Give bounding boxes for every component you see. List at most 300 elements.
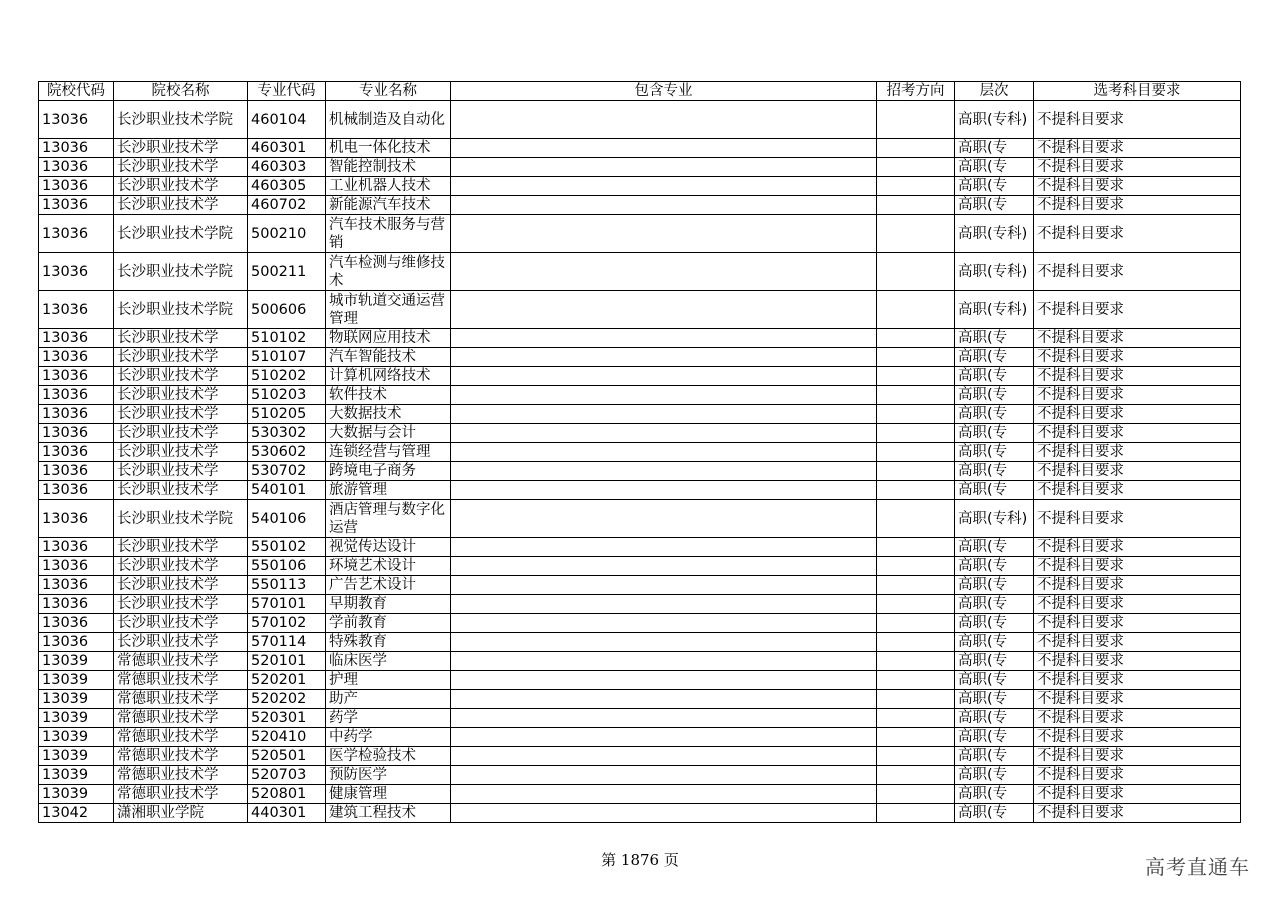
cell-major-code: 520801 — [248, 785, 326, 804]
cell-level: 高职(专 — [955, 367, 1034, 386]
cell-direction — [877, 405, 955, 424]
cell-school-name: 长沙职业技术学院 — [114, 253, 248, 291]
header-major-name: 专业名称 — [326, 82, 451, 101]
cell-subject-requirement: 不提科目要求 — [1034, 576, 1241, 595]
cell-subject-requirement: 不提科目要求 — [1034, 557, 1241, 576]
cell-subject-requirement: 不提科目要求 — [1034, 329, 1241, 348]
cell-direction — [877, 652, 955, 671]
cell-included-majors — [451, 576, 877, 595]
cell-direction — [877, 766, 955, 785]
cell-school-name: 长沙职业技术学 — [114, 386, 248, 405]
cell-school-code: 13036 — [39, 481, 114, 500]
cell-school-code: 13036 — [39, 101, 114, 139]
cell-major-name: 助产 — [326, 690, 451, 709]
cell-school-name: 长沙职业技术学 — [114, 196, 248, 215]
cell-major-name: 机械制造及自动化 — [326, 101, 451, 139]
cell-major-name: 环境艺术设计 — [326, 557, 451, 576]
cell-direction — [877, 557, 955, 576]
cell-level: 高职(专 — [955, 196, 1034, 215]
cell-school-code: 13039 — [39, 728, 114, 747]
cell-school-code: 13036 — [39, 462, 114, 481]
cell-direction — [877, 386, 955, 405]
cell-direction — [877, 329, 955, 348]
cell-school-name: 长沙职业技术学 — [114, 424, 248, 443]
header-school-code: 院校代码 — [39, 82, 114, 101]
cell-level: 高职(专 — [955, 139, 1034, 158]
cell-major-code: 520202 — [248, 690, 326, 709]
table-row — [39, 139, 1241, 158]
cell-major-name: 汽车检测与维修技术 — [326, 253, 451, 291]
cell-subject-requirement: 不提科目要求 — [1034, 538, 1241, 557]
cell-subject-requirement: 不提科目要求 — [1034, 348, 1241, 367]
cell-major-name: 城市轨道交通运营管理 — [326, 291, 451, 329]
cell-school-name: 长沙职业技术学 — [114, 367, 248, 386]
table-row — [39, 291, 1241, 329]
table-row — [39, 462, 1241, 481]
cell-direction — [877, 481, 955, 500]
cell-level: 高职(专 — [955, 462, 1034, 481]
table-row — [39, 481, 1241, 500]
cell-major-name: 软件技术 — [326, 386, 451, 405]
table-row — [39, 595, 1241, 614]
cell-subject-requirement: 不提科目要求 — [1034, 215, 1241, 253]
cell-included-majors — [451, 500, 877, 538]
cell-subject-requirement: 不提科目要求 — [1034, 671, 1241, 690]
cell-school-code: 13036 — [39, 158, 114, 177]
table-row — [39, 329, 1241, 348]
cell-included-majors — [451, 405, 877, 424]
cell-included-majors — [451, 386, 877, 405]
cell-school-name: 长沙职业技术学 — [114, 139, 248, 158]
cell-school-name: 长沙职业技术学院 — [114, 101, 248, 139]
cell-school-name: 常德职业技术学 — [114, 709, 248, 728]
cell-major-code: 440301 — [248, 804, 326, 823]
cell-major-code: 500211 — [248, 253, 326, 291]
cell-major-name: 临床医学 — [326, 652, 451, 671]
cell-level: 高职(专 — [955, 614, 1034, 633]
cell-included-majors — [451, 614, 877, 633]
cell-direction — [877, 728, 955, 747]
cell-included-majors — [451, 253, 877, 291]
cell-school-code: 13036 — [39, 633, 114, 652]
cell-subject-requirement: 不提科目要求 — [1034, 614, 1241, 633]
cell-major-code: 510202 — [248, 367, 326, 386]
cell-direction — [877, 348, 955, 367]
cell-major-name: 大数据技术 — [326, 405, 451, 424]
cell-subject-requirement: 不提科目要求 — [1034, 291, 1241, 329]
cell-major-code: 550113 — [248, 576, 326, 595]
cell-major-code: 460702 — [248, 196, 326, 215]
cell-included-majors — [451, 633, 877, 652]
cell-major-name: 早期教育 — [326, 595, 451, 614]
cell-level: 高职(专科) — [955, 500, 1034, 538]
cell-major-code: 540101 — [248, 481, 326, 500]
cell-subject-requirement: 不提科目要求 — [1034, 405, 1241, 424]
cell-school-code: 13036 — [39, 253, 114, 291]
cell-subject-requirement: 不提科目要求 — [1034, 690, 1241, 709]
cell-school-code: 13036 — [39, 595, 114, 614]
cell-level: 高职(专 — [955, 348, 1034, 367]
cell-subject-requirement: 不提科目要求 — [1034, 728, 1241, 747]
cell-major-code: 570101 — [248, 595, 326, 614]
cell-included-majors — [451, 367, 877, 386]
table-row — [39, 367, 1241, 386]
cell-level: 高职(专 — [955, 747, 1034, 766]
cell-subject-requirement: 不提科目要求 — [1034, 652, 1241, 671]
cell-school-code: 13036 — [39, 329, 114, 348]
cell-major-code: 510205 — [248, 405, 326, 424]
cell-school-code: 13036 — [39, 177, 114, 196]
cell-major-code: 460303 — [248, 158, 326, 177]
cell-school-name: 长沙职业技术学 — [114, 481, 248, 500]
cell-level: 高职(专 — [955, 386, 1034, 405]
cell-major-name: 视觉传达设计 — [326, 538, 451, 557]
cell-subject-requirement: 不提科目要求 — [1034, 443, 1241, 462]
cell-major-code: 500606 — [248, 291, 326, 329]
cell-major-code: 550106 — [248, 557, 326, 576]
cell-major-name: 医学检验技术 — [326, 747, 451, 766]
cell-direction — [877, 576, 955, 595]
cell-direction — [877, 139, 955, 158]
cell-school-name: 常德职业技术学 — [114, 766, 248, 785]
cell-major-code: 520501 — [248, 747, 326, 766]
cell-school-name: 长沙职业技术学 — [114, 538, 248, 557]
cell-major-code: 570102 — [248, 614, 326, 633]
cell-major-code: 500210 — [248, 215, 326, 253]
table-row — [39, 386, 1241, 405]
cell-subject-requirement: 不提科目要求 — [1034, 367, 1241, 386]
cell-included-majors — [451, 690, 877, 709]
cell-direction — [877, 291, 955, 329]
cell-subject-requirement: 不提科目要求 — [1034, 633, 1241, 652]
cell-school-name: 常德职业技术学 — [114, 652, 248, 671]
table-row — [39, 690, 1241, 709]
table-row — [39, 671, 1241, 690]
cell-school-name: 长沙职业技术学院 — [114, 215, 248, 253]
cell-subject-requirement: 不提科目要求 — [1034, 196, 1241, 215]
cell-subject-requirement: 不提科目要求 — [1034, 481, 1241, 500]
cell-subject-requirement: 不提科目要求 — [1034, 139, 1241, 158]
table-row — [39, 424, 1241, 443]
table-row — [39, 177, 1241, 196]
cell-major-name: 中药学 — [326, 728, 451, 747]
cell-school-code: 13036 — [39, 196, 114, 215]
cell-school-name: 潇湘职业学院 — [114, 804, 248, 823]
table-row — [39, 405, 1241, 424]
cell-included-majors — [451, 101, 877, 139]
cell-school-code: 13036 — [39, 348, 114, 367]
header-level: 层次 — [955, 82, 1034, 101]
table-row — [39, 747, 1241, 766]
table-row — [39, 652, 1241, 671]
cell-included-majors — [451, 709, 877, 728]
cell-level: 高职(专 — [955, 671, 1034, 690]
cell-level: 高职(专 — [955, 804, 1034, 823]
header-direction: 招考方向 — [877, 82, 955, 101]
cell-major-name: 健康管理 — [326, 785, 451, 804]
cell-school-name: 长沙职业技术学 — [114, 576, 248, 595]
cell-level: 高职(专 — [955, 785, 1034, 804]
cell-major-code: 510102 — [248, 329, 326, 348]
cell-school-code: 13036 — [39, 386, 114, 405]
cell-major-code: 510107 — [248, 348, 326, 367]
cell-major-name: 建筑工程技术 — [326, 804, 451, 823]
cell-school-code: 13039 — [39, 671, 114, 690]
cell-school-name: 长沙职业技术学 — [114, 348, 248, 367]
cell-level: 高职(专 — [955, 443, 1034, 462]
cell-level: 高职(专 — [955, 652, 1034, 671]
table-row — [39, 253, 1241, 291]
cell-included-majors — [451, 291, 877, 329]
cell-school-name: 长沙职业技术学院 — [114, 291, 248, 329]
cell-school-name: 长沙职业技术学 — [114, 329, 248, 348]
cell-included-majors — [451, 158, 877, 177]
cell-major-name: 工业机器人技术 — [326, 177, 451, 196]
cell-included-majors — [451, 177, 877, 196]
cell-direction — [877, 253, 955, 291]
admissions-table — [38, 81, 1241, 823]
cell-included-majors — [451, 728, 877, 747]
cell-school-code: 13036 — [39, 500, 114, 538]
cell-school-name: 常德职业技术学 — [114, 690, 248, 709]
cell-subject-requirement: 不提科目要求 — [1034, 253, 1241, 291]
cell-major-code: 520301 — [248, 709, 326, 728]
cell-level: 高职(专 — [955, 633, 1034, 652]
cell-included-majors — [451, 652, 877, 671]
cell-school-code: 13042 — [39, 804, 114, 823]
cell-school-code: 13039 — [39, 766, 114, 785]
cell-subject-requirement: 不提科目要求 — [1034, 177, 1241, 196]
cell-subject-requirement: 不提科目要求 — [1034, 386, 1241, 405]
cell-included-majors — [451, 671, 877, 690]
cell-direction — [877, 671, 955, 690]
cell-subject-requirement: 不提科目要求 — [1034, 500, 1241, 538]
cell-school-code: 13036 — [39, 215, 114, 253]
cell-subject-requirement: 不提科目要求 — [1034, 785, 1241, 804]
cell-level: 高职(专 — [955, 709, 1034, 728]
cell-school-name: 长沙职业技术学 — [114, 633, 248, 652]
cell-major-code: 520410 — [248, 728, 326, 747]
cell-major-name: 汽车智能技术 — [326, 348, 451, 367]
cell-school-code: 13039 — [39, 652, 114, 671]
cell-major-code: 530702 — [248, 462, 326, 481]
cell-level: 高职(专科) — [955, 291, 1034, 329]
cell-included-majors — [451, 595, 877, 614]
cell-subject-requirement: 不提科目要求 — [1034, 101, 1241, 139]
cell-direction — [877, 614, 955, 633]
cell-school-name: 常德职业技术学 — [114, 671, 248, 690]
cell-direction — [877, 215, 955, 253]
cell-major-name: 跨境电子商务 — [326, 462, 451, 481]
cell-direction — [877, 785, 955, 804]
cell-major-name: 酒店管理与数字化运营 — [326, 500, 451, 538]
cell-major-name: 护理 — [326, 671, 451, 690]
cell-included-majors — [451, 538, 877, 557]
cell-school-code: 13036 — [39, 576, 114, 595]
cell-school-code: 13036 — [39, 557, 114, 576]
table-row — [39, 158, 1241, 177]
cell-major-name: 广告艺术设计 — [326, 576, 451, 595]
cell-level: 高职(专 — [955, 424, 1034, 443]
cell-level: 高职(专 — [955, 728, 1034, 747]
cell-school-code: 13036 — [39, 614, 114, 633]
cell-direction — [877, 462, 955, 481]
cell-direction — [877, 101, 955, 139]
cell-major-code: 530302 — [248, 424, 326, 443]
cell-direction — [877, 595, 955, 614]
cell-major-name: 汽车技术服务与营销 — [326, 215, 451, 253]
table-row — [39, 101, 1241, 139]
table-row — [39, 633, 1241, 652]
cell-school-code: 13036 — [39, 291, 114, 329]
cell-direction — [877, 804, 955, 823]
cell-school-name: 常德职业技术学 — [114, 785, 248, 804]
cell-level: 高职(专科) — [955, 101, 1034, 139]
cell-major-code: 530602 — [248, 443, 326, 462]
table-body — [39, 101, 1241, 823]
cell-school-name: 常德职业技术学 — [114, 747, 248, 766]
cell-level: 高职(专 — [955, 538, 1034, 557]
cell-included-majors — [451, 481, 877, 500]
cell-direction — [877, 443, 955, 462]
cell-major-code: 510203 — [248, 386, 326, 405]
table-row — [39, 500, 1241, 538]
header-included-majors: 包含专业 — [451, 82, 877, 101]
cell-major-name: 连锁经营与管理 — [326, 443, 451, 462]
cell-level: 高职(专 — [955, 177, 1034, 196]
cell-subject-requirement: 不提科目要求 — [1034, 158, 1241, 177]
cell-direction — [877, 747, 955, 766]
table-row — [39, 538, 1241, 557]
cell-included-majors — [451, 348, 877, 367]
cell-major-code: 460301 — [248, 139, 326, 158]
cell-direction — [877, 500, 955, 538]
table-row — [39, 557, 1241, 576]
header-school-name: 院校名称 — [114, 82, 248, 101]
cell-major-name: 机电一体化技术 — [326, 139, 451, 158]
cell-direction — [877, 196, 955, 215]
cell-school-code: 13036 — [39, 443, 114, 462]
cell-major-code: 460104 — [248, 101, 326, 139]
header-major-code: 专业代码 — [248, 82, 326, 101]
cell-school-code: 13039 — [39, 747, 114, 766]
cell-level: 高职(专 — [955, 481, 1034, 500]
cell-direction — [877, 367, 955, 386]
cell-level: 高职(专 — [955, 329, 1034, 348]
cell-included-majors — [451, 443, 877, 462]
table-row — [39, 785, 1241, 804]
cell-major-code: 540106 — [248, 500, 326, 538]
table-row — [39, 728, 1241, 747]
cell-school-name: 长沙职业技术学 — [114, 177, 248, 196]
cell-major-name: 旅游管理 — [326, 481, 451, 500]
cell-major-name: 大数据与会计 — [326, 424, 451, 443]
cell-school-code: 13036 — [39, 405, 114, 424]
cell-subject-requirement: 不提科目要求 — [1034, 747, 1241, 766]
cell-subject-requirement: 不提科目要求 — [1034, 709, 1241, 728]
cell-level: 高职(专 — [955, 405, 1034, 424]
cell-major-code: 520201 — [248, 671, 326, 690]
cell-included-majors — [451, 747, 877, 766]
cell-subject-requirement: 不提科目要求 — [1034, 595, 1241, 614]
cell-school-name: 长沙职业技术学 — [114, 443, 248, 462]
cell-school-code: 13039 — [39, 785, 114, 804]
cell-direction — [877, 158, 955, 177]
cell-direction — [877, 633, 955, 652]
cell-direction — [877, 709, 955, 728]
cell-school-name: 长沙职业技术学 — [114, 405, 248, 424]
cell-major-name: 计算机网络技术 — [326, 367, 451, 386]
cell-included-majors — [451, 424, 877, 443]
cell-level: 高职(专 — [955, 557, 1034, 576]
cell-school-name: 长沙职业技术学 — [114, 158, 248, 177]
cell-included-majors — [451, 804, 877, 823]
cell-school-code: 13036 — [39, 424, 114, 443]
cell-school-name: 长沙职业技术学 — [114, 557, 248, 576]
table-row — [39, 804, 1241, 823]
table-row — [39, 576, 1241, 595]
cell-school-code: 13039 — [39, 709, 114, 728]
cell-subject-requirement: 不提科目要求 — [1034, 424, 1241, 443]
cell-level: 高职(专 — [955, 158, 1034, 177]
page-number: 第 1876 页 — [601, 851, 679, 869]
cell-major-code: 520703 — [248, 766, 326, 785]
header-row — [39, 82, 1241, 101]
cell-major-name: 物联网应用技术 — [326, 329, 451, 348]
cell-major-name: 特殊教育 — [326, 633, 451, 652]
cell-school-name: 长沙职业技术学 — [114, 462, 248, 481]
cell-school-name: 长沙职业技术学院 — [114, 500, 248, 538]
cell-major-code: 570114 — [248, 633, 326, 652]
table-row — [39, 443, 1241, 462]
cell-level: 高职(专科) — [955, 253, 1034, 291]
cell-school-code: 13036 — [39, 538, 114, 557]
cell-included-majors — [451, 139, 877, 158]
table-row — [39, 614, 1241, 633]
table-row — [39, 709, 1241, 728]
cell-included-majors — [451, 766, 877, 785]
table-row — [39, 348, 1241, 367]
cell-level: 高职(专科) — [955, 215, 1034, 253]
cell-school-name: 长沙职业技术学 — [114, 614, 248, 633]
header-subject-requirement: 选考科目要求 — [1034, 82, 1241, 101]
cell-included-majors — [451, 557, 877, 576]
cell-subject-requirement: 不提科目要求 — [1034, 766, 1241, 785]
cell-school-code: 13036 — [39, 367, 114, 386]
table-row — [39, 215, 1241, 253]
cell-major-name: 智能控制技术 — [326, 158, 451, 177]
cell-major-name: 药学 — [326, 709, 451, 728]
cell-level: 高职(专 — [955, 595, 1034, 614]
cell-included-majors — [451, 329, 877, 348]
cell-level: 高职(专 — [955, 690, 1034, 709]
cell-major-code: 550102 — [248, 538, 326, 557]
cell-subject-requirement: 不提科目要求 — [1034, 804, 1241, 823]
cell-included-majors — [451, 196, 877, 215]
cell-direction — [877, 424, 955, 443]
cell-included-majors — [451, 785, 877, 804]
watermark: 高考直通车 — [1145, 855, 1250, 879]
cell-school-code: 13036 — [39, 139, 114, 158]
cell-major-name: 学前教育 — [326, 614, 451, 633]
cell-school-name: 长沙职业技术学 — [114, 595, 248, 614]
cell-level: 高职(专 — [955, 766, 1034, 785]
cell-major-name: 新能源汽车技术 — [326, 196, 451, 215]
cell-major-name: 预防医学 — [326, 766, 451, 785]
cell-direction — [877, 690, 955, 709]
cell-school-code: 13039 — [39, 690, 114, 709]
cell-major-code: 460305 — [248, 177, 326, 196]
